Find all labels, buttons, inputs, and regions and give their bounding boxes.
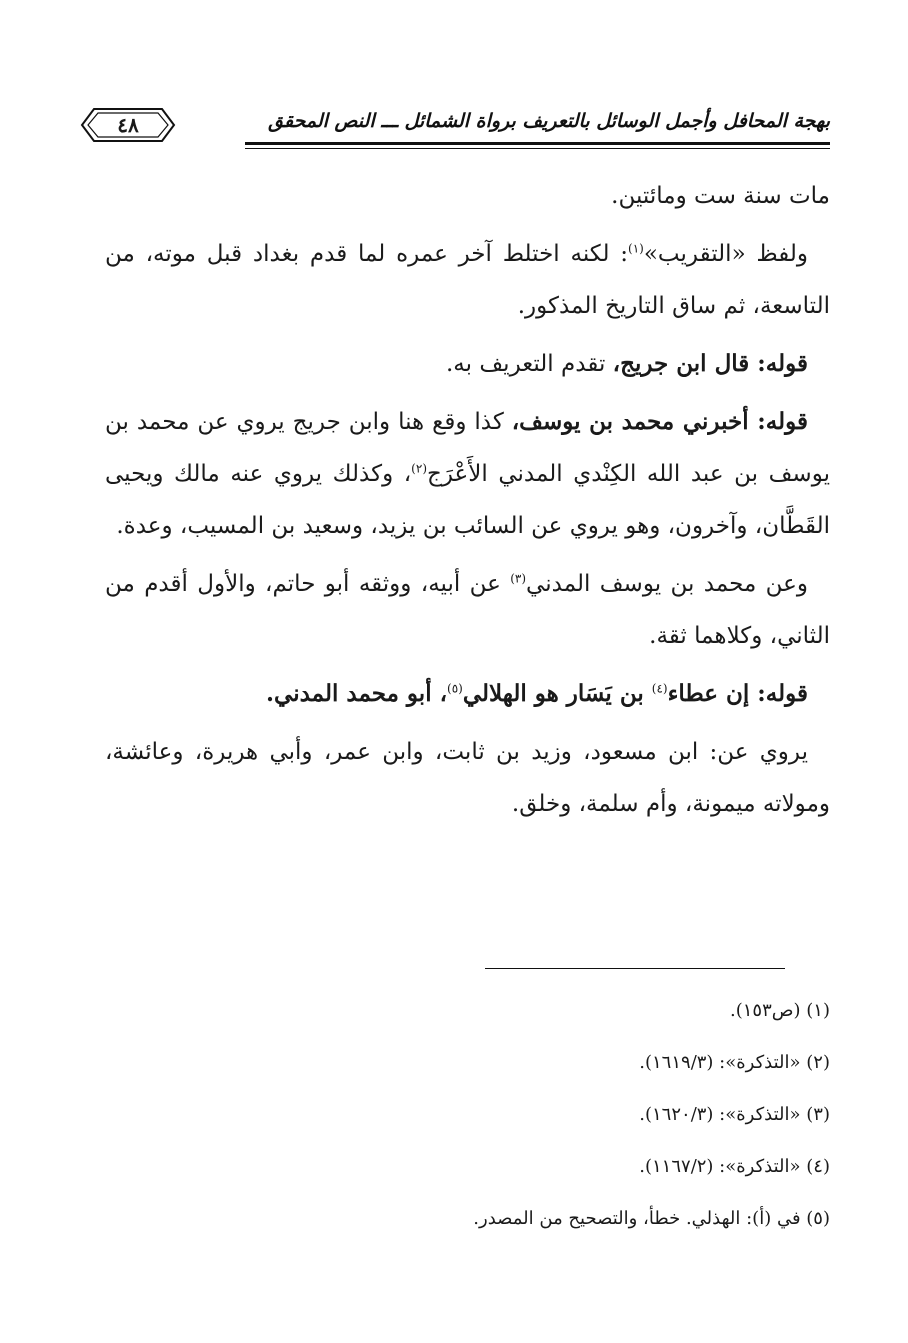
paragraph-lead: قوله: إن عطاء xyxy=(667,680,808,707)
paragraph xyxy=(105,228,830,332)
paragraph-text: ، وكذلك يروي عنه مالك ويحيى القَطَّان، وآخرون، وهو يروي عن السائب بن يزيد، وسعيد بن المسيب، وعدة. xyxy=(105,461,830,539)
page-number-badge xyxy=(80,106,176,144)
footnote: (٢) «التذكرة»: (١٦١٩/٣). xyxy=(639,1052,830,1073)
paragraph xyxy=(105,558,830,662)
header-rule-thin xyxy=(245,148,830,149)
footnote: (١) (ص١٥٣). xyxy=(730,1000,830,1021)
paragraph xyxy=(105,396,830,552)
paragraph-lead: قوله: أخبرني محمد بن يوسف، xyxy=(511,408,809,435)
running-title: بهجة المحافل وأجمل الوسائل بالتعريف برواة الشمائل ـــ النص المحقق xyxy=(268,110,830,132)
paragraph-text: ولفظ «التقريب» xyxy=(643,241,809,267)
paragraph-text: مات سنة ست ومائتين. xyxy=(611,183,830,209)
footnote-ref: (٣) xyxy=(510,571,527,586)
footnote: (٥) في (أ): الهذلي. خطأ، والتصحيح من المصدر. xyxy=(473,1208,830,1229)
page-number: ٤٨ xyxy=(117,113,139,137)
paragraph xyxy=(105,170,830,222)
paragraph-text: تقدم التعريف به. xyxy=(446,351,613,377)
paragraph xyxy=(105,726,830,830)
header-rule-thick xyxy=(245,142,830,145)
footnote: (٤) «التذكرة»: (١١٦٧/٢). xyxy=(639,1156,830,1177)
paragraph-text: : لكنه اختلط آخر عمره لما قدم بغداد قبل موته، من التاسعة، ثم ساق التاريخ المذكور. xyxy=(105,241,830,319)
paragraph xyxy=(105,668,830,720)
paragraph-text: كذا وقع هنا وابن جريج يروي عن محمد بن يوسف بن عبد الله الكِنْدي المدني الأَعْرَج xyxy=(105,409,830,487)
paragraph-lead: بن يَسَار هو الهلالي xyxy=(462,680,652,707)
paragraph xyxy=(105,338,830,390)
footnote-separator xyxy=(485,968,785,969)
paragraph-lead: قوله: قال ابن جريج، xyxy=(612,350,808,377)
main-text xyxy=(105,170,830,836)
footnote-ref: (٢) xyxy=(411,461,427,476)
paragraph-lead: ، أبو محمد المدني. xyxy=(266,680,448,707)
footnote-ref: (١) xyxy=(628,241,644,256)
paragraph-text: وعن محمد بن يوسف المدني xyxy=(526,571,808,597)
page-header xyxy=(80,100,830,150)
footnote-ref: (٤) xyxy=(651,681,668,696)
footnotes xyxy=(300,985,830,1245)
footnote: (٣) «التذكرة»: (١٦٢٠/٣). xyxy=(639,1104,830,1125)
paragraph-text: عن أبيه، ووثقه أبو حاتم، والأول أقدم من الثاني، وكلاهما ثقة. xyxy=(105,571,830,649)
footnote-ref: (٥) xyxy=(447,681,463,696)
paragraph-text: يروي عن: ابن مسعود، وزيد بن ثابت، وابن عمر، وأبي هريرة، وعائشة، ومولاته ميمونة، وأم سلمة، وخلق. xyxy=(105,739,830,817)
